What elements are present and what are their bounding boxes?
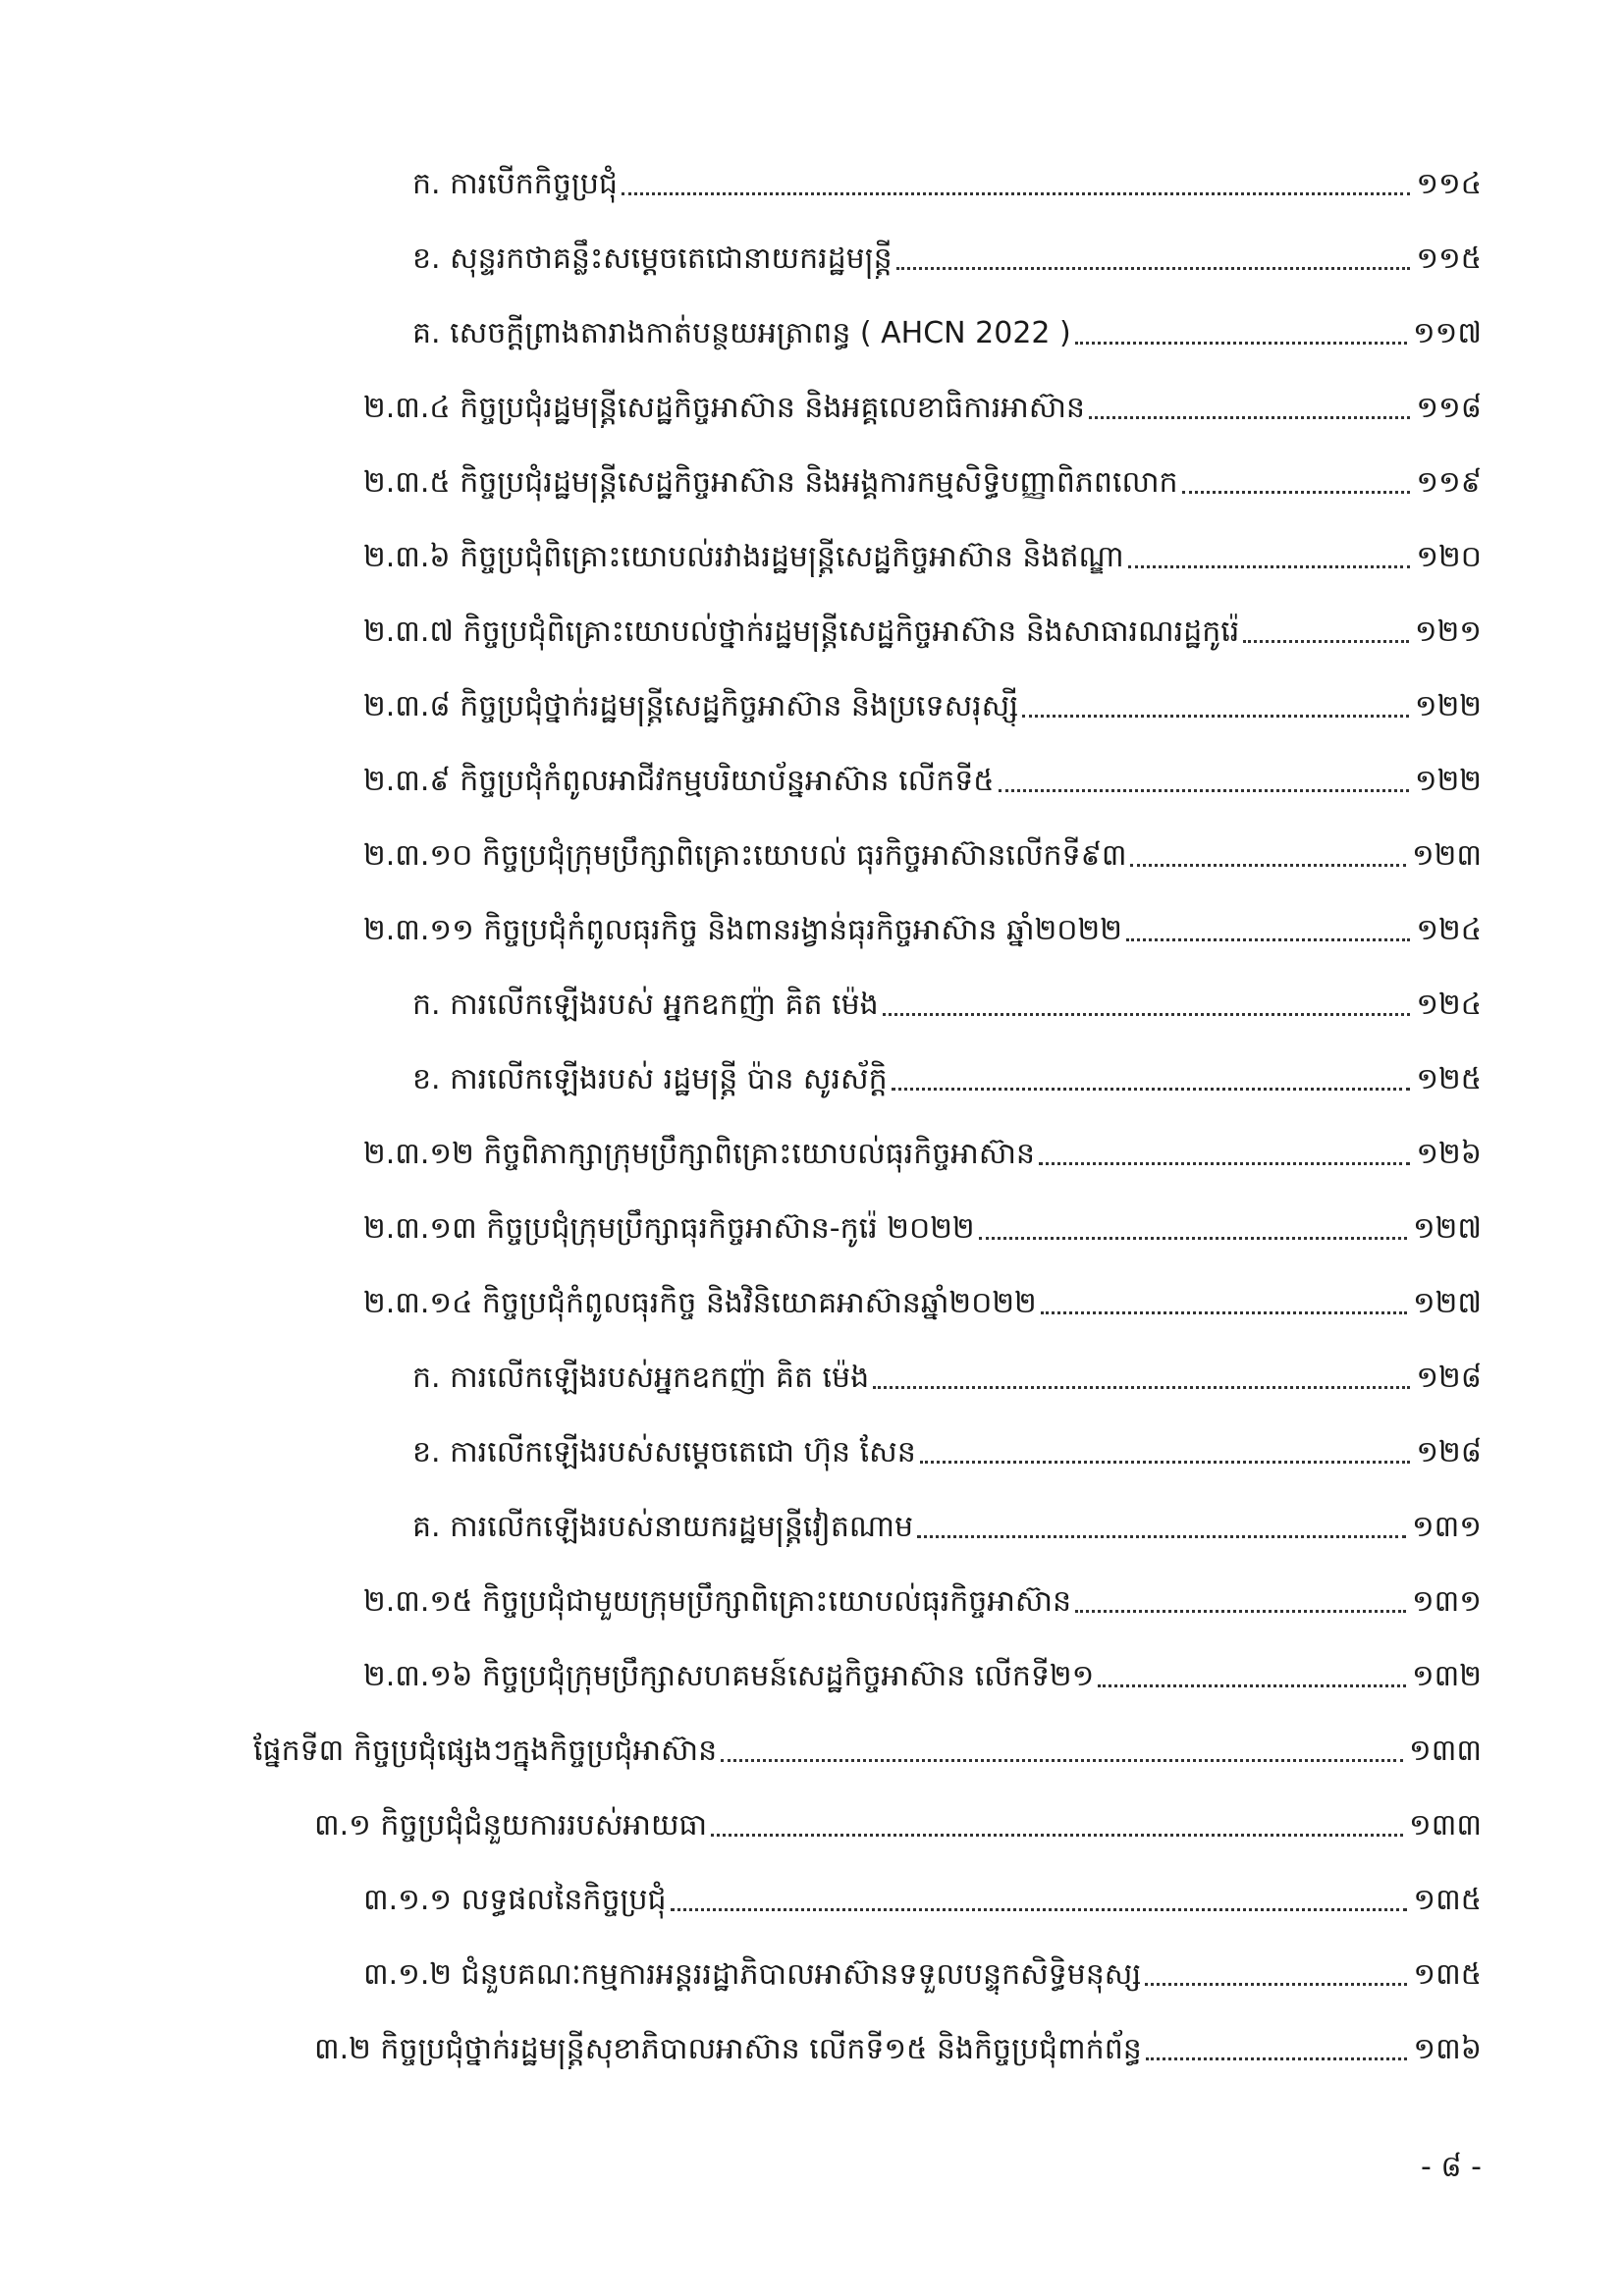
toc-entry-page: ១២៨ [1416, 1435, 1482, 1469]
dot-leader [873, 1386, 1410, 1389]
dot-leader [1146, 2057, 1408, 2060]
toc-entry [363, 821, 1482, 876]
page-number: - ៨ - [1421, 2150, 1482, 2184]
toc-entry-page: ១១៧ [1412, 316, 1482, 350]
toc-entry-label: ២.៣.១១ កិច្ចប្រជុំកំពូលធុរកិច្ច និងពានរង្វាន់ធុរកិច្ចអាស៊ាន ឆ្នាំ២០២២ [363, 913, 1122, 947]
toc-entry-label: ខ. សុន្ទរកថាគន្លឹះសម្តេចតេជោនាយករដ្ឋមន្ត្រី [412, 241, 893, 276]
dot-leader [1089, 416, 1410, 419]
dot-leader [1075, 342, 1407, 345]
toc-entry-label: ក. ការលើកឡើងរបស់អ្នកឧកញ៉ា គិត ម៉េង [412, 1361, 870, 1395]
toc-entry-page: ១១៨ [1416, 391, 1482, 425]
toc-entry-page: ១២៥ [1416, 1062, 1482, 1096]
toc-entry [363, 597, 1482, 652]
toc-entry-page: ១២៣ [1411, 838, 1482, 873]
toc-entry-page: ១២៦ [1416, 1137, 1482, 1171]
toc-entry-label: ២.៣.៩ កិច្ចប្រជុំកំពូលអាជីវកម្មបរិយាប័ន្នអាស៊ាន លើកទី៥ [363, 764, 995, 798]
dot-leader [979, 1237, 1407, 1240]
toc-entry [363, 671, 1482, 726]
toc-entry-label: ២.៣.៨ កិច្ចប្រជុំថ្នាក់រដ្ឋមន្ត្រីសេដ្ឋកិច្ចអាស៊ាន និងប្រទេសរុស្ស៊ី [363, 689, 1019, 723]
toc-entry-label: ២.៣.៤ កិច្ចប្រជុំរដ្ឋមន្ត្រីសេដ្ឋកិច្ចអាស៊ាន និងអគ្គលេខាធិការអាស៊ាន [363, 391, 1085, 425]
toc-entry [363, 373, 1482, 428]
toc-entry [363, 1940, 1482, 1995]
toc-entry-label: ៣.១ កិច្ចប្រជុំជំនួយការរបស់អាយធា [314, 1808, 708, 1842]
toc-entry [412, 1044, 1482, 1099]
toc-entry-page: ១២៧ [1412, 1286, 1482, 1320]
toc-entry-page: ១២០ [1416, 540, 1482, 574]
dot-leader [892, 1088, 1411, 1091]
toc-entry-label: គ. សេចក្តីព្រាងតារាងកាត់បន្ថយអត្រាពន្ធ ( AHCN 2022 ) [412, 316, 1071, 350]
toc-entry-label: ២.៣.៥ កិច្ចប្រជុំរដ្ឋមន្ត្រីសេដ្ឋកិច្ចអាស៊ាន និងអង្គការកម្មសិទ្ធិបញ្ញាពិភពលោក [363, 465, 1178, 500]
dot-leader [1041, 1311, 1407, 1314]
toc-entry [363, 1567, 1482, 1622]
toc-entry-label: ២.៣.១៣ កិច្ចប្រជុំក្រុមប្រឹក្សាធុរកិច្ចអាស៊ាន-កូរ៉េ ២០២២ [363, 1211, 975, 1246]
toc-entry [412, 298, 1482, 353]
dot-leader [1128, 565, 1411, 568]
toc-entry [253, 1716, 1482, 1771]
toc-entry-page: ១២៨ [1416, 1361, 1482, 1395]
dot-leader [1039, 1162, 1410, 1165]
toc-entry-label: ២.៣.៧ កិច្ចប្រជុំពិគ្រោះយោបល់ថ្នាក់រដ្ឋមន្ត្រីសេដ្ឋកិច្ចអាស៊ាន និងសាធារណរដ្ឋកូរ៉េ [363, 614, 1240, 649]
toc-entry [412, 1492, 1482, 1547]
toc-entry [363, 1194, 1482, 1249]
toc-entry-page: ១៣៣ [1409, 1808, 1482, 1842]
toc-entry [363, 448, 1482, 503]
toc-entry-page: ១៣៦ [1413, 2032, 1482, 2066]
dot-leader [671, 1908, 1408, 1911]
toc-entry-page: ១៣១ [1411, 1584, 1482, 1619]
dot-leader [896, 267, 1411, 270]
toc-entry-label: ២.៣.១៤ កិច្ចប្រជុំកំពូលធុរកិច្ច និងវិនិយោគអាស៊ានឆ្នាំ២០២២ [363, 1286, 1037, 1320]
toc-entry [412, 1343, 1482, 1398]
toc-entry [314, 1790, 1482, 1845]
dot-leader [1075, 1610, 1406, 1613]
toc-entry-page: ១៣៥ [1413, 1883, 1482, 1917]
toc-entry-page: ១៣២ [1411, 1659, 1482, 1693]
toc-entry [363, 1865, 1482, 1920]
dot-leader [1126, 938, 1410, 941]
toc-entry-label: ២.៣.១៦ កិច្ចប្រជុំក្រុមប្រឹក្សាសហគមន៍សេដ្ឋកិច្ចអាស៊ាន លើកទី២១ [363, 1659, 1095, 1693]
toc-entry-page: ១២១ [1414, 614, 1482, 649]
toc-entry-page: ១២៤ [1416, 988, 1482, 1022]
toc-entry-page: ១២៧ [1412, 1211, 1482, 1246]
toc-entry-page: ១១៤ [1416, 167, 1482, 201]
toc-entry-label: ២.៣.១២ កិច្ចពិភាក្សាក្រុមប្រឹក្សាពិគ្រោះយោបល់ធុរកិច្ចអាស៊ាន [363, 1137, 1035, 1171]
toc-entry-page: ១៣១ [1411, 1510, 1482, 1544]
dot-leader [999, 789, 1409, 792]
dot-leader [1130, 864, 1406, 867]
toc-entry-page: ១៣៥ [1413, 1957, 1482, 1992]
dot-leader [920, 1461, 1411, 1464]
toc-entry-label: ២.៣.១៥ កិច្ចប្រជុំជាមួយក្រុមប្រឹក្សាពិគ្រោះយោបល់ធុរកិច្ចអាស៊ាន [363, 1584, 1072, 1619]
toc-entry-label: ២.៣.១០ កិច្ចប្រជុំក្រុមប្រឹក្សាពិគ្រោះយោបល់ ធុរកិច្ចអាស៊ានលើកទី៩៣ [363, 838, 1127, 873]
toc-entry [363, 1119, 1482, 1174]
toc-entry [314, 2014, 1482, 2069]
toc-entry [363, 746, 1482, 801]
toc-entry-label: ៣.១.២ ជំនួបគណៈកម្មការអន្តររដ្ឋាភិបាលអាស៊ានទទួលបន្ទុកសិទ្ធិមនុស្ស [363, 1957, 1142, 1992]
dot-leader [1022, 715, 1409, 718]
dot-leader [622, 192, 1410, 195]
toc-entry-label: ២.៣.៦ កិច្ចប្រជុំពិគ្រោះយោបល់រវាងរដ្ឋមន្ត្រីសេដ្ឋកិច្ចអាស៊ាន និងឥណ្ឌា [363, 540, 1124, 574]
dot-leader [711, 1834, 1403, 1837]
toc-entry-page: ១២៤ [1416, 913, 1482, 947]
dot-leader [1098, 1684, 1406, 1687]
dot-leader [917, 1535, 1406, 1538]
toc-entry-page: ១១៩ [1416, 465, 1482, 500]
toc-entry-label: ៣.២ កិច្ចប្រជុំថ្នាក់រដ្ឋមន្ត្រីសុខាភិបាលអាស៊ាន លើកទី១៥ និងកិច្ចប្រជុំពាក់ព័ន្ធ [314, 2032, 1142, 2066]
dot-leader [1145, 1983, 1407, 1986]
dot-leader [1182, 491, 1411, 494]
toc-entry-label: ខ. ការលើកឡើងរបស់ រដ្ឋមន្ត្រី ប៉ាន សូរស័ក្តិ [412, 1062, 888, 1096]
dot-leader [883, 1013, 1411, 1016]
toc-entry-page: ១៣៣ [1409, 1734, 1482, 1768]
toc-entry-page: ១២២ [1414, 689, 1482, 723]
toc-entry-page: ១១៥ [1416, 241, 1482, 276]
toc-entry [412, 149, 1482, 204]
toc-entry [363, 1641, 1482, 1696]
toc-entry-label: ខ. ការលើកឡើងរបស់សម្តេចតេជោ ហ៊ុន សែន [412, 1435, 916, 1469]
toc-entry-label: ៣.១.១ លទ្ធផលនៃកិច្ចប្រជុំ [363, 1883, 667, 1917]
toc-entry-label: ក. ការបើកកិច្ចប្រជុំ [412, 167, 618, 201]
toc-entry-label: គ. ការលើកឡើងរបស់នាយករដ្ឋមន្ត្រីវៀតណាម [412, 1510, 914, 1544]
dot-leader [1243, 640, 1409, 643]
toc-entry [412, 970, 1482, 1025]
toc-entry-label: ក. ការលើកឡើងរបស់ អ្នកឧកញ៉ា គិត ម៉េង [412, 988, 879, 1022]
toc-entry [363, 1268, 1482, 1323]
toc-entry [363, 522, 1482, 577]
toc-entry-page: ១២២ [1414, 764, 1482, 798]
toc-entry [363, 895, 1482, 950]
toc-entry [412, 224, 1482, 279]
toc-entry-label: ផ្នែកទី៣ កិច្ចប្រជុំផ្សេងៗក្នុងកិច្ចប្រជុំអាស៊ាន [253, 1734, 718, 1768]
dot-leader [721, 1759, 1403, 1762]
toc-entry [412, 1417, 1482, 1472]
